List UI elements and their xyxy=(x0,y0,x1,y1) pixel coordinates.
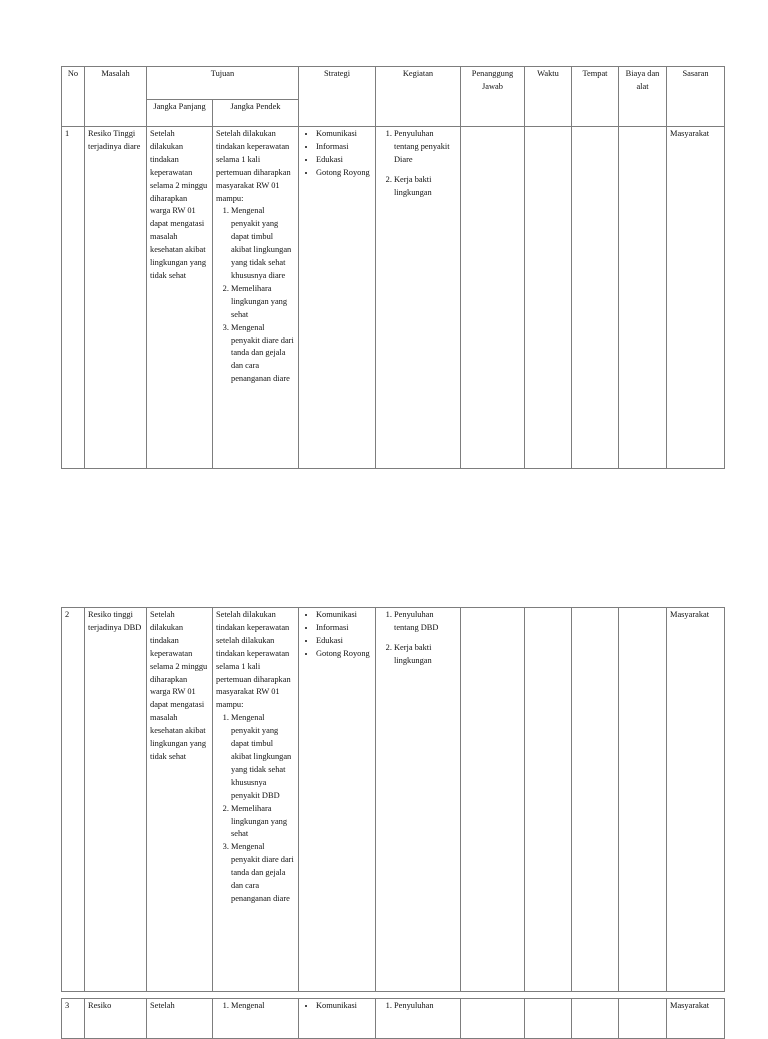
list-item: • Komunikasi xyxy=(316,1000,372,1013)
header-jangka-pendek: Jangka Pendek xyxy=(213,100,299,127)
list-item: • Gotong Royong xyxy=(316,167,372,180)
header-no: No xyxy=(62,67,85,127)
list-item: 2. Kerja bakti lingkungan xyxy=(394,642,457,668)
plan-table-2 xyxy=(61,607,725,992)
header-biaya: Biaya dan alat xyxy=(619,67,667,127)
row-masalah: Resiko tinggi terjadinya DBD xyxy=(85,608,147,992)
row-no: 2 xyxy=(62,608,85,992)
row-biaya xyxy=(619,608,667,992)
row-kegiatan xyxy=(376,127,461,469)
row-penanggung-jawab xyxy=(461,608,525,992)
list-item: 2. Memelihara lingkungan yang sehat xyxy=(231,803,295,842)
row-penanggung-jawab xyxy=(461,999,525,1039)
row-sasaran: Masyarakat xyxy=(667,608,725,992)
kegiatan-list xyxy=(379,128,457,200)
list-item: • Edukasi xyxy=(316,635,372,648)
list-item: • Komunikasi xyxy=(316,128,372,141)
row-no: 1 xyxy=(62,127,85,469)
row-masalah: Resiko xyxy=(85,999,147,1039)
row-jangka-panjang: Setelah dilakukan tindakan keperawatan selama 2 minggu diharapkan warga RW 01 dapat mengatasi masalah kesehatan akibat lingkungan yang tidak sehat xyxy=(147,127,213,469)
header-row xyxy=(62,67,725,100)
row-jangka-pendek xyxy=(213,127,299,469)
row-kegiatan xyxy=(376,999,461,1039)
header-penanggung-jawab: Penanggung Jawab xyxy=(461,67,525,127)
list-item: • Informasi xyxy=(316,622,372,635)
row-jangka-pendek xyxy=(213,608,299,992)
jangka-pendek-intro: Setelah dilakukan tindakan keperawatan selama 1 kali pertemuan diharapkan masyarakat RW 01 mampu: xyxy=(216,129,291,203)
list-item: 2. Kerja bakti lingkungan xyxy=(394,174,457,200)
header-waktu: Waktu xyxy=(525,67,572,127)
row-waktu xyxy=(525,608,572,992)
list-item: • Edukasi xyxy=(316,154,372,167)
strategi-list xyxy=(302,609,372,661)
jangka-pendek-list xyxy=(216,205,295,386)
header-tujuan: Tujuan xyxy=(147,67,299,100)
list-item: 1. Mengenal xyxy=(231,1000,295,1013)
list-item: 1. Penyuluhan tentang DBD xyxy=(394,609,457,635)
list-item: • Informasi xyxy=(316,141,372,154)
table-row xyxy=(62,999,725,1039)
plan-table-1 xyxy=(61,66,725,469)
plan-table-3 xyxy=(61,998,725,1039)
row-strategi xyxy=(299,608,376,992)
row-jangka-pendek xyxy=(213,999,299,1039)
row-jangka-panjang: Setelah dilakukan tindakan keperawatan selama 2 minggu diharapkan warga RW 01 dapat mengatasi masalah kesehatan akibat lingkungan yang tidak sehat xyxy=(147,608,213,992)
row-masalah: Resiko Tinggi terjadinya diare xyxy=(85,127,147,469)
row-waktu xyxy=(525,127,572,469)
jangka-pendek-intro: Setelah dilakukan tindakan keperawatan setelah dilakukan tindakan keperawatan selama 1 kali pertemuan diharapkan masyarakat RW 01 mampu: xyxy=(216,610,291,710)
list-item: • Gotong Royong xyxy=(316,648,372,661)
jangka-pendek-list xyxy=(216,1000,295,1013)
row-strategi xyxy=(299,999,376,1039)
row-tempat xyxy=(572,127,619,469)
list-item: 2. Memelihara lingkungan yang sehat xyxy=(231,283,295,322)
row-tempat xyxy=(572,608,619,992)
kegiatan-list xyxy=(379,1000,457,1013)
row-biaya xyxy=(619,999,667,1039)
row-strategi xyxy=(299,127,376,469)
list-item: 1. Mengenal penyakit yang dapat timbul akibat lingkungan yang tidak sehat khususnya penyakit DBD xyxy=(231,712,295,802)
kegiatan-list xyxy=(379,609,457,668)
header-strategi: Strategi xyxy=(299,67,376,127)
row-kegiatan xyxy=(376,608,461,992)
row-jangka-panjang: Setelah xyxy=(147,999,213,1039)
row-no: 3 xyxy=(62,999,85,1039)
list-item: 1. Penyuluhan tentang penyakit Diare xyxy=(394,128,457,167)
header-tempat: Tempat xyxy=(572,67,619,127)
row-biaya xyxy=(619,127,667,469)
list-item: 3. Mengenal penyakit diare dari tanda dan gejala dan cara penanganan diare xyxy=(231,322,295,387)
row-waktu xyxy=(525,999,572,1039)
jangka-pendek-list xyxy=(216,712,295,906)
list-item: 1. Penyuluhan xyxy=(394,1000,457,1013)
list-item: 1. Mengenal penyakit yang dapat timbul akibat lingkungan yang tidak sehat khususnya diare xyxy=(231,205,295,282)
header-kegiatan: Kegiatan xyxy=(376,67,461,127)
header-masalah: Masalah xyxy=(85,67,147,127)
strategi-list xyxy=(302,1000,372,1013)
row-sasaran: Masyarakat xyxy=(667,999,725,1039)
row-tempat xyxy=(572,999,619,1039)
row-penanggung-jawab xyxy=(461,127,525,469)
list-item: • Komunikasi xyxy=(316,609,372,622)
table-row xyxy=(62,608,725,992)
list-item: 3. Mengenal penyakit diare dari tanda dan gejala dan cara penanganan diare xyxy=(231,841,295,906)
header-jangka-panjang: Jangka Panjang xyxy=(147,100,213,127)
strategi-list xyxy=(302,128,372,180)
row-sasaran: Masyarakat xyxy=(667,127,725,469)
header-sasaran: Sasaran xyxy=(667,67,725,127)
table-row xyxy=(62,127,725,469)
